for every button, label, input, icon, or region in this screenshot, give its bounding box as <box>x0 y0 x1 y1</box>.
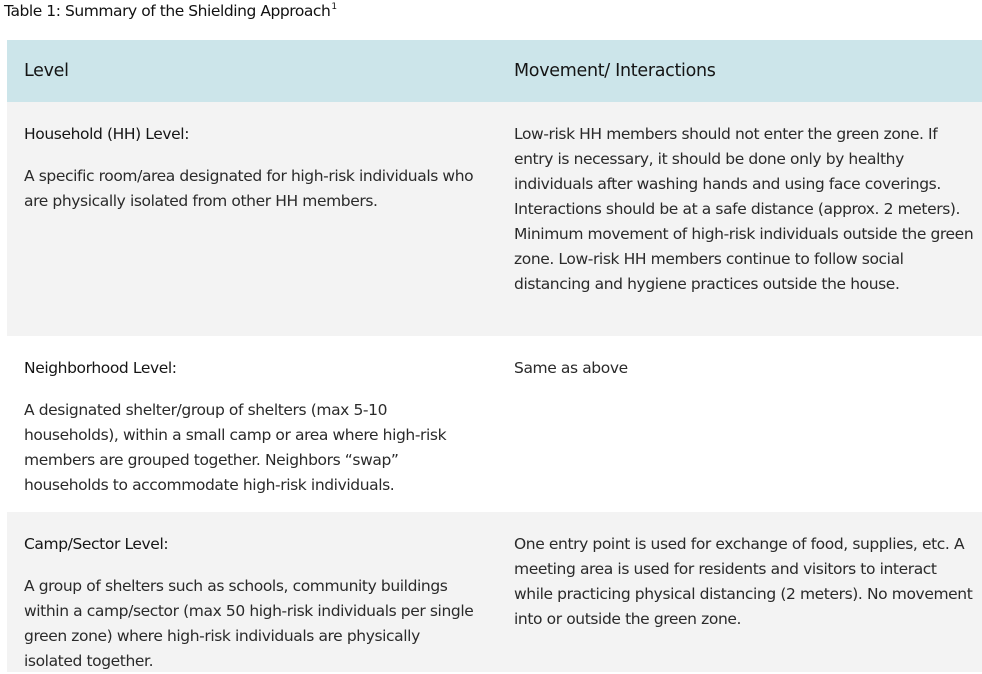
level-title: Household (HH) Level: <box>24 125 190 143</box>
footnote-marker[interactable]: 1 <box>331 2 338 12</box>
movement-cell <box>497 512 982 672</box>
level-description: A designated shelter/group of shelters (max 5-10 households), within a small camp or area where high-risk members are grouped together. Neighbors “swap” households to accommodate high-risk individuals. <box>24 401 447 494</box>
table-caption-title: Table 1: Summary of the Shielding Approach <box>4 2 331 20</box>
table-row <box>7 512 982 672</box>
header-level: Level <box>24 61 69 81</box>
movement-cell <box>497 102 982 336</box>
table-row <box>7 336 982 512</box>
header-movement: Movement/ Interactions <box>514 61 716 81</box>
movement-cell <box>497 336 982 512</box>
level-cell <box>7 102 497 336</box>
level-cell <box>7 336 497 512</box>
level-cell <box>7 512 497 672</box>
table-row <box>7 102 982 336</box>
movement-text: Low-risk HH members should not enter the green zone. If entry is necessary, it should be done only by healthy individuals after washing hands and using face coverings. Interactions should be at a safe distance (approx. 2 meters). Minimum movement of high-risk individuals outside the green zone. Low-risk HH members continue to follow social distancing and hygiene practices outside the house. <box>514 125 974 293</box>
level-description: A group of shelters such as schools, community buildings within a camp/sector (max 50 high-risk individuals per single green zone) where high-risk individuals are physically isolated together. <box>24 577 474 670</box>
movement-text: One entry point is used for exchange of food, supplies, etc. A meeting area is used for residents and visitors to interact while practicing physical distancing (2 meters). No movement into or outside the green zone. <box>514 535 973 628</box>
table-caption <box>4 2 337 20</box>
level-title: Neighborhood Level: <box>24 359 177 377</box>
table-header-row <box>7 40 982 102</box>
level-title: Camp/Sector Level: <box>24 535 169 553</box>
movement-text: Same as above <box>514 359 628 377</box>
shielding-summary-table <box>7 40 982 672</box>
level-description: A specific room/area designated for high-risk individuals who are physically isolated from other HH members. <box>24 167 474 210</box>
